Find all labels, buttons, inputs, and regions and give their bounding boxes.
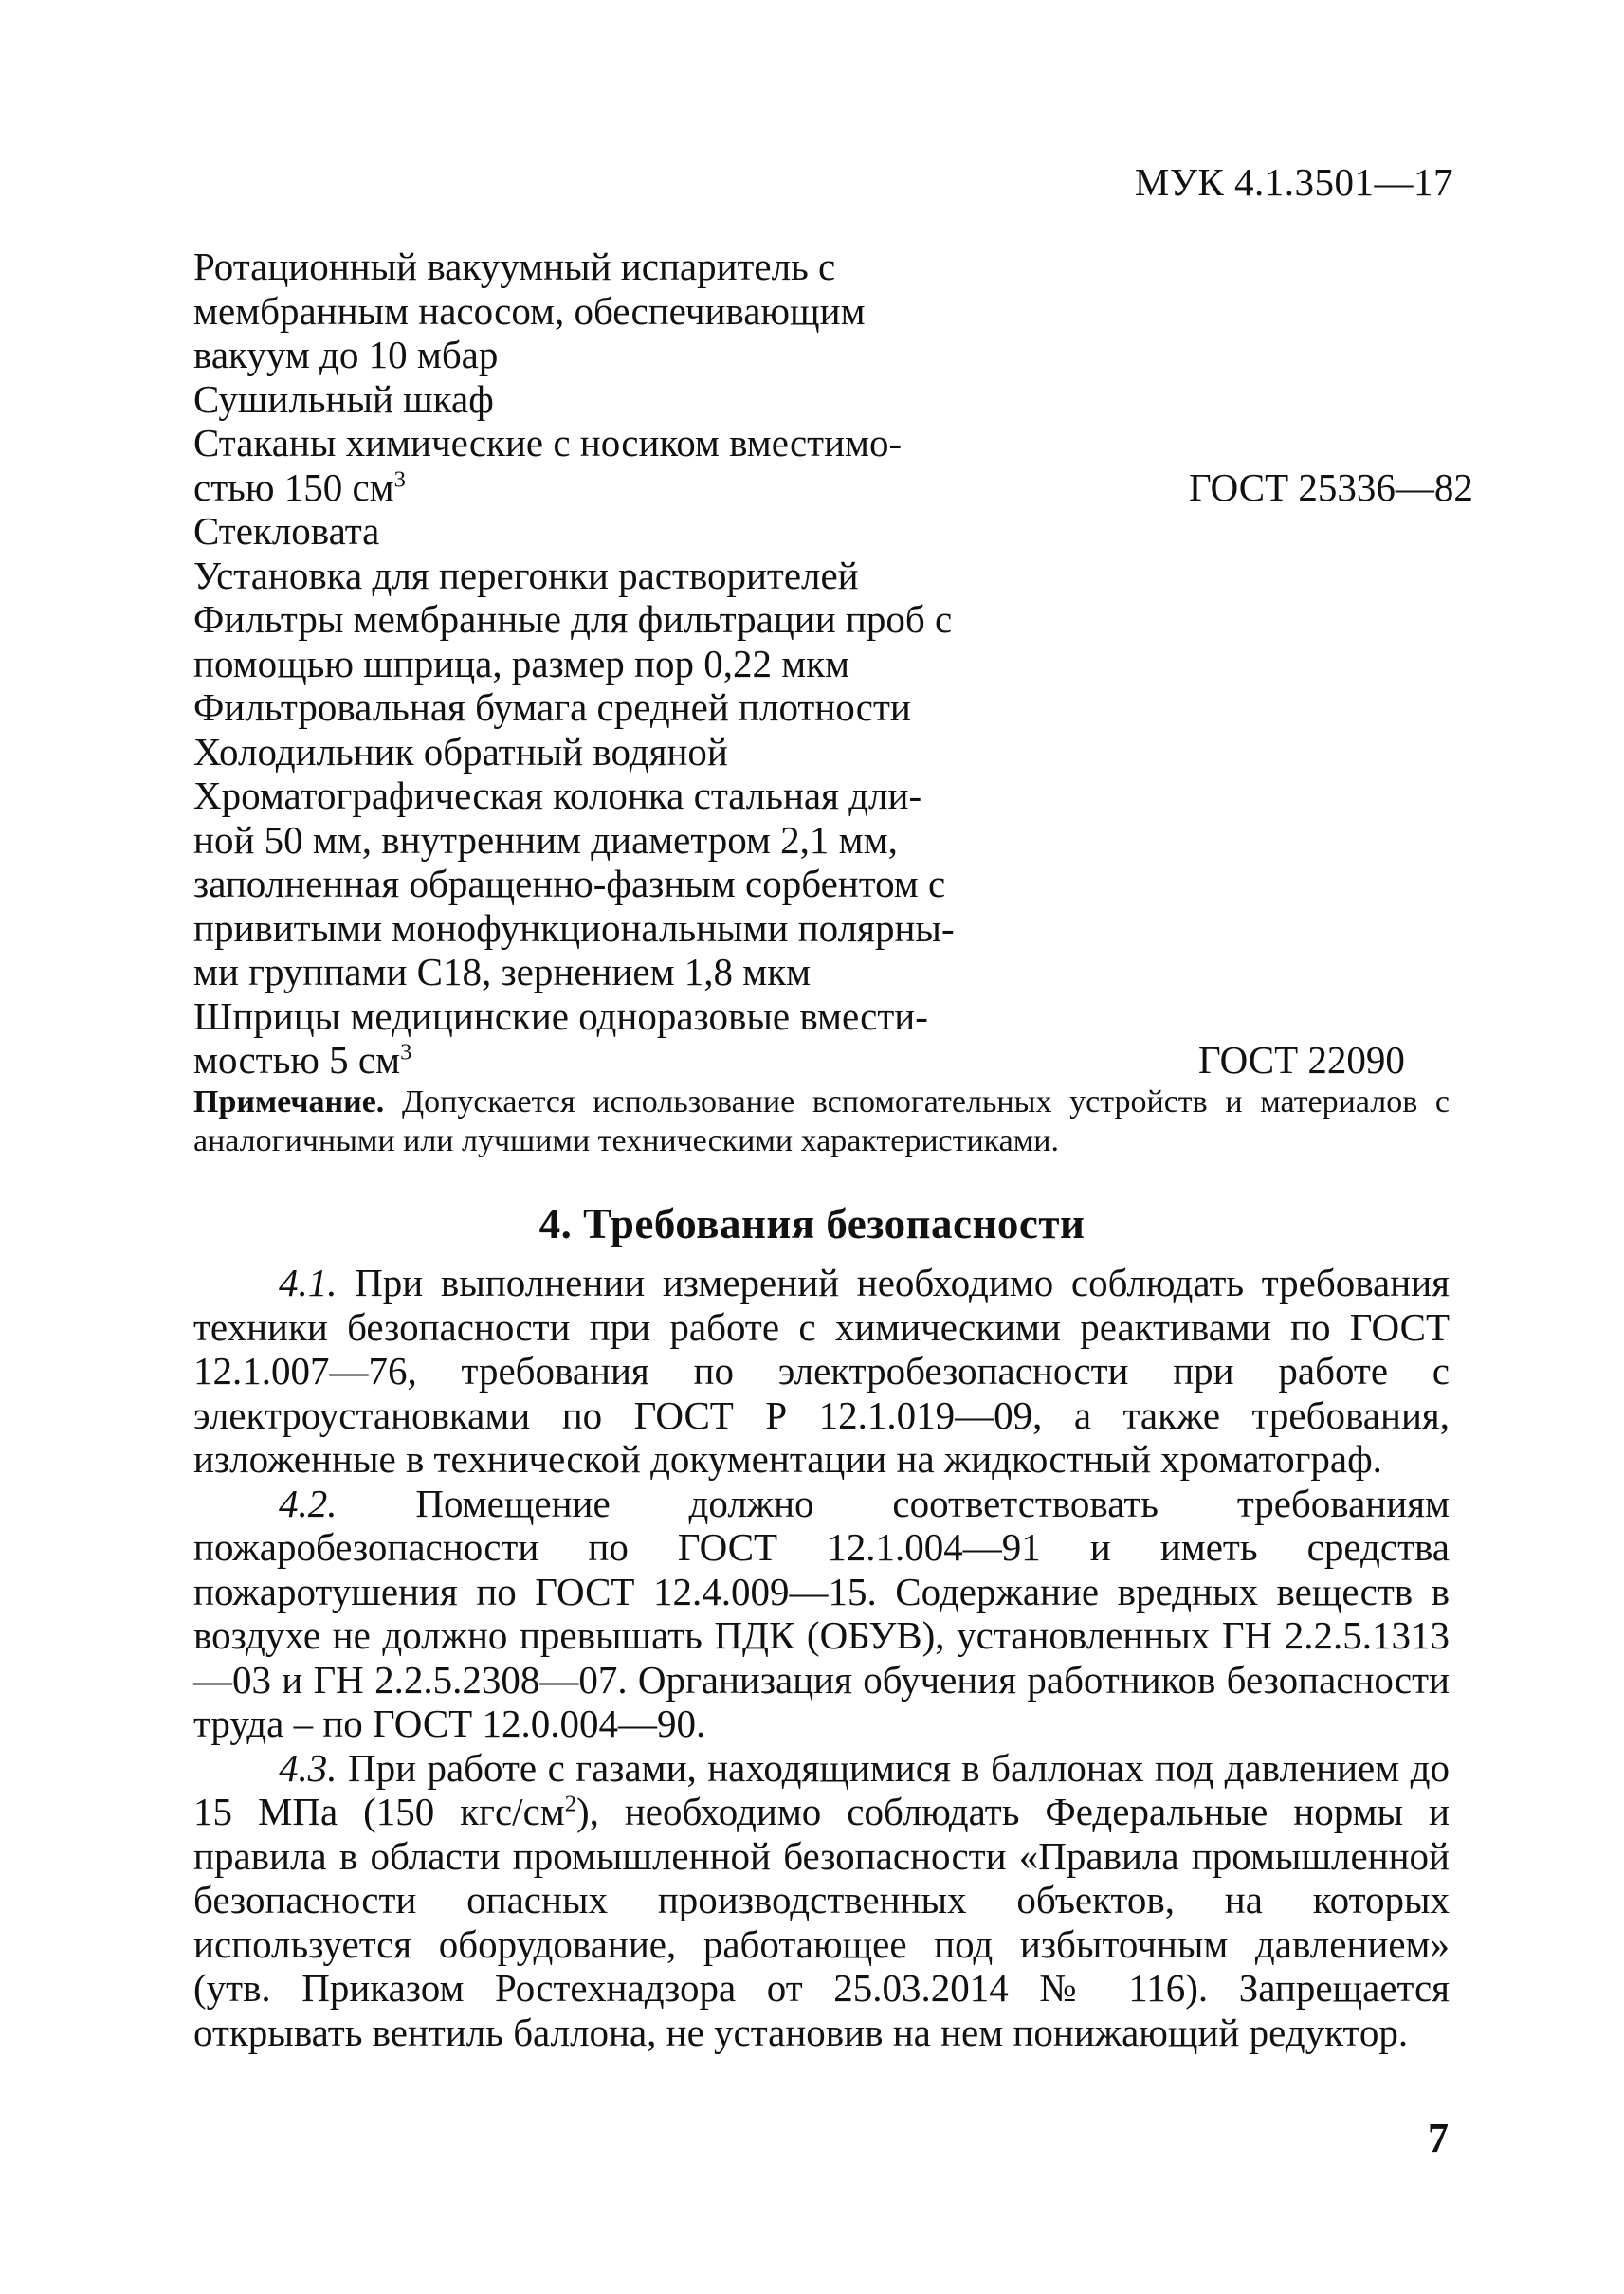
page-number: 7 [1428, 2115, 1449, 2161]
equipment-item [193, 994, 1454, 1083]
superscript: 3 [400, 1039, 412, 1065]
equipment-item [193, 377, 1454, 422]
document-code: МУК 4.1.3501—17 [1134, 160, 1453, 204]
equipment-line: Шприцы медицинские одноразовые вмести- [193, 993, 928, 1038]
paragraph [193, 1261, 1450, 1482]
equipment-item [193, 730, 1454, 774]
paragraph-number: 4.2. [279, 1481, 338, 1525]
equipment-item [193, 597, 1454, 685]
equipment-line: привитыми монофункциональными полярны- [193, 905, 955, 950]
paragraph-number: 4.3. [279, 1745, 338, 1790]
equipment-item [193, 421, 1473, 509]
paragraph-number: 4.1. [279, 1261, 338, 1304]
equipment-line: Стекловата [193, 509, 380, 553]
superscript: 3 [393, 465, 406, 492]
equipment-item [193, 554, 1454, 598]
equipment-line: Фильтровальная бумага средней плотности [193, 685, 911, 729]
equipment-line: Установка для перегонки растворителей [193, 553, 859, 597]
equipment-line: мостью 5 см [193, 1038, 401, 1082]
equipment-item [193, 245, 1454, 377]
equipment-line: Хроматографическая колонка стальная дли- [193, 774, 922, 817]
equipment-line: помощью шприца, размер пор 0,22 мкм [193, 641, 850, 685]
equipment-line: стью 150 см [193, 464, 394, 509]
note [193, 1083, 1450, 1160]
paragraph-text: ), необходимо соблюдать Федеральные нормы и правила в области промышленной безопасности «Правила промышленной безопасности опасных производственных объектов, на которых используется оборудование, работающее под избыточным давлением» (утв. Приказом Ростехнадзора от 25.03.2014 № 116). Запрещается открывать вентиль баллона, не установив на нем понижающий редуктор. [193, 1790, 1450, 2054]
equipment-standard: ГОСТ 25336—82 [1189, 464, 1473, 509]
equipment-line: заполненная обращенно-фазным сорбентом с [193, 862, 946, 905]
paragraph-text: Помещение должно соответствовать требованиям пожаробезопасности по ГОСТ 12.1.004—91 и иметь средства пожаротушения по ГОСТ 12.4.009—15. Содержание вредных веществ в воздухе не должно превышать ПДК (ОБУВ), установленных ГН 2.2.5.1313—03 и ГН 2.2.5.2308—07. Организация обучения работников безопасности труда – по ГОСТ 12.0.004—90. [193, 1481, 1450, 1745]
equipment-item [193, 509, 1454, 554]
equipment-line: ми группами С18, зернением 1,8 мкм [193, 950, 812, 993]
note-label: Примечание. [193, 1084, 385, 1120]
paragraph-text: При выполнении измерений необходимо соблюдать требования техники безопасности при работе с химическими реактивами по ГОСТ 12.1.007—76, требования по электробезопасности при работе с электроустановками по ГОСТ Р 12.1.019—09, а также требования, изложенные в технической документации на жидкостный хроматограф. [193, 1261, 1450, 1481]
equipment-line: Сушильный шкаф [193, 376, 494, 421]
equipment-line: ной 50 мм, внутренним диаметром 2,1 мм, [193, 817, 898, 862]
equipment-line: мембранным насосом, обеспечивающим [193, 288, 866, 333]
equipment-line: Холодильник обратный водяной [193, 729, 728, 774]
section-title: 4. Требования безопасности [538, 1200, 1086, 1247]
note-text: Допускается использование вспомогательных устройств и материалов с аналогичными или лучшими техническими характеристиками. [193, 1084, 1450, 1158]
paragraph-text: При работе с газами, находящимися в баллонах под давлением до 15 МПа (150 кгс/см [193, 1745, 1450, 1833]
superscript: 2 [564, 1791, 577, 1817]
equipment-item [193, 774, 1454, 994]
equipment-line: вакуум до 10 мбар [193, 333, 499, 376]
equipment-item [193, 685, 1454, 730]
section-body [193, 1261, 1450, 2054]
equipment-line: Ротационный вакуумный испаритель с [193, 245, 836, 288]
equipment-list [193, 245, 1473, 1083]
paragraph [193, 1482, 1450, 1746]
equipment-standard: ГОСТ 22090 [1198, 1038, 1405, 1082]
paragraph [193, 1746, 1450, 2055]
equipment-line: Стаканы химические с носиком вместимо- [193, 421, 903, 464]
equipment-line: Фильтры мембранные для фильтрации проб с [193, 597, 953, 641]
